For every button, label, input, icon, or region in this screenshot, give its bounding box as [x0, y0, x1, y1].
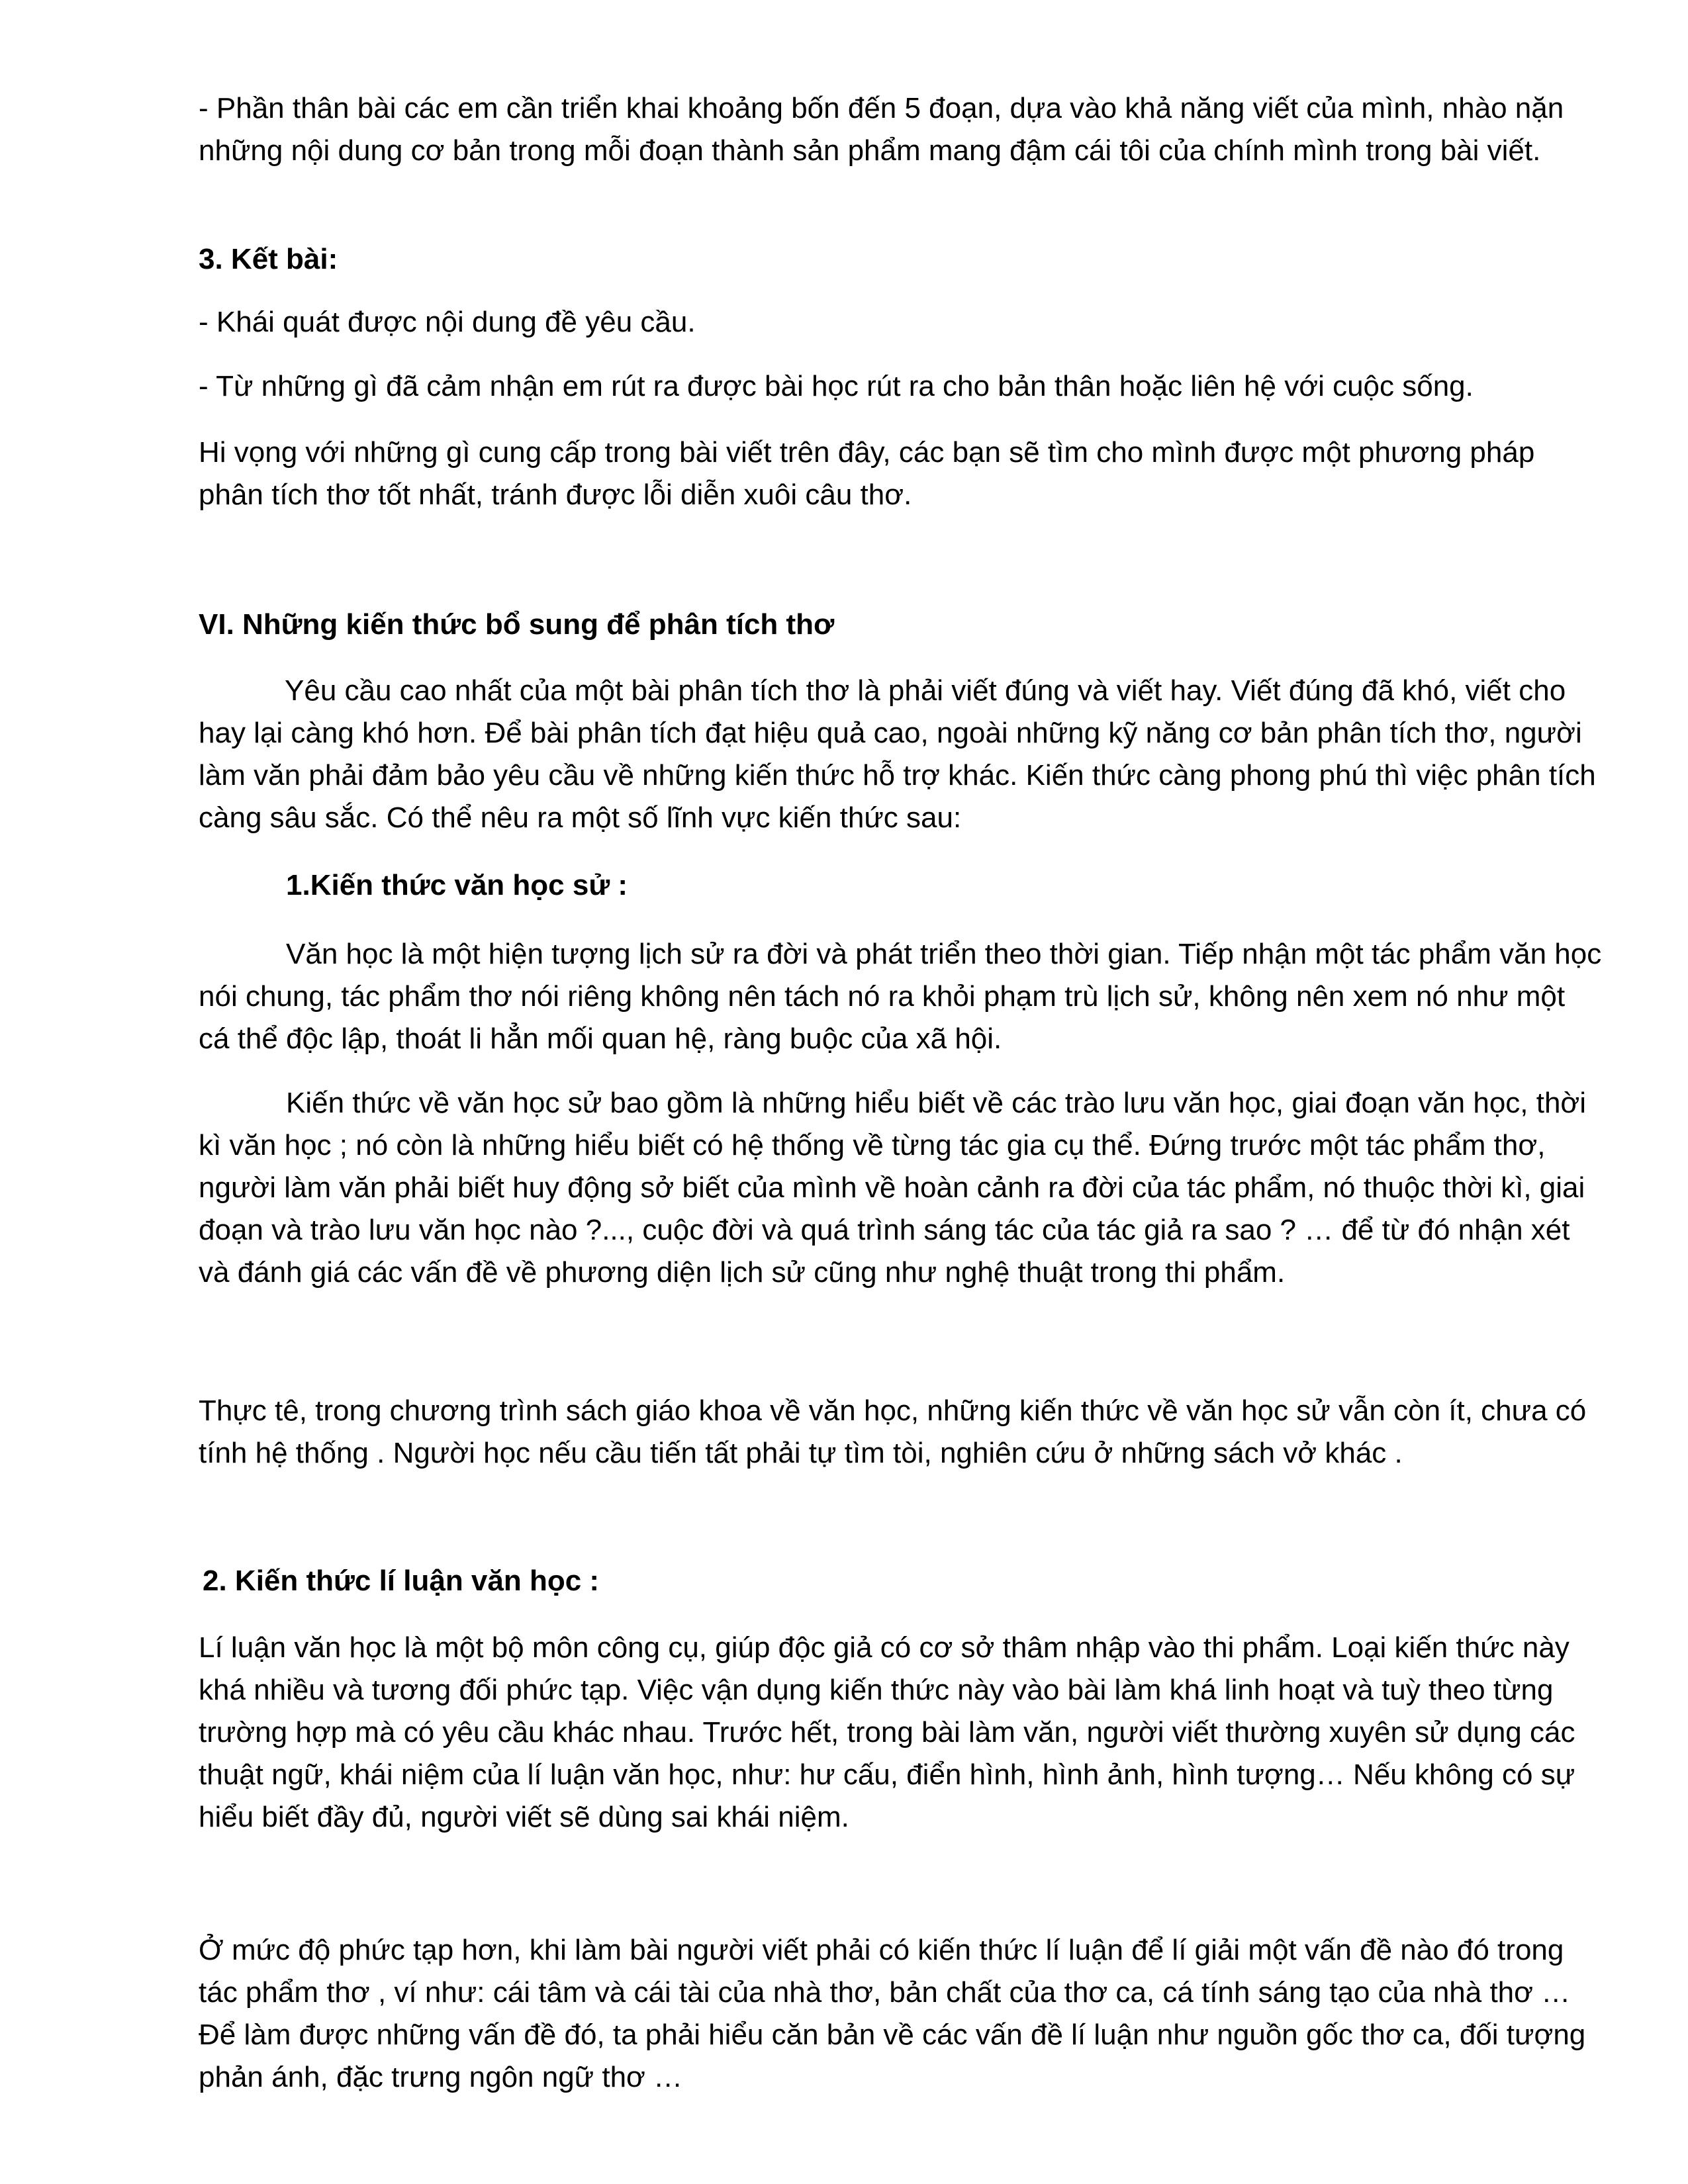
subsection-2-para-2: Ở mức độ phức tạp hơn, khi làm bài người viết phải có kiến thức lí luận để lí giải một vấn đề nào đó trong tác phẩm thơ , ví như: cái tâm và cái tài của nhà thơ, bản chất của thơ ca, cá tính sáng tạo của nhà thơ … Để làm được những vấn đề đó, ta phải hiểu căn bản về các vấn đề lí luận như nguồn gốc thơ ca, đối tượng phản ánh, đặc trưng ngôn ngữ thơ … [199, 1934, 1586, 2093]
conclusion-heading: 3. Kết bài: [199, 243, 338, 275]
conclusion-point-2: - Từ những gì đã cảm nhận em rút ra được bài học rút ra cho bản thân hoặc liên hệ với cuộc sống. [199, 370, 1474, 402]
subsection-1-para-1: Văn học là một hiện tượng lịch sử ra đời và phát triển theo thời gian. Tiếp nhận một tác phẩm văn học nói chung, tác phẩm thơ nói riêng không nên tách nó ra khỏi phạm trù lịch sử, không nên xem nó như một cá thể độc lập, thoát li hẳn mối quan hệ, ràng buộc của xã hội. [199, 938, 1602, 1055]
intro-body-paragraph: - Phần thân bài các em cần triển khai khoảng bốn đến 5 đoạn, dựa vào khả năng viết của mình, nhào nặn những nội dung cơ bản trong mỗi đoạn thành sản phẩm mang đậm cái tôi của chính mình trong bài viết. [199, 92, 1564, 167]
section-vi-intro: Yêu cầu cao nhất của một bài phân tích thơ là phải viết đúng và viết hay. Viết đúng đã khó, viết cho hay lại càng khó hơn. Để bài phân tích đạt hiệu quả cao, ngoài những kỹ năng cơ bản phân tích thơ, người làm văn phải đảm bảo yêu cầu về những kiến thức hỗ trợ khác. Kiến thức càng phong phú thì việc phân tích càng sâu sắc. Có thể nêu ra một số lĩnh vực kiến thức sau: [199, 674, 1596, 834]
closing-paragraph: Hi vọng với những gì cung cấp trong bài viết trên đây, các bạn sẽ tìm cho mình được một phương pháp phân tích thơ tốt nhất, tránh được lỗi diễn xuôi câu thơ. [199, 436, 1535, 511]
subsection-1-para-3: Thực tê, trong chương trình sách giáo khoa về văn học, những kiến thức về văn học sử vẫn còn ít, chưa có tính hệ thống . Người học nếu cầu tiến tất phải tự tìm tòi, nghiên cứu ở những sách vở khác . [199, 1394, 1587, 1469]
subsection-2-heading: 2. Kiến thức lí luận văn học : [203, 1565, 600, 1597]
subsection-1-para-2: Kiến thức về văn học sử bao gồm là những hiểu biết về các trào lưu văn học, giai đoạn văn học, thời kì văn học ; nó còn là những hiểu biết có hệ thống về từng tác gia cụ thể. Đứng trước một tác phẩm thơ, người làm văn phải biết huy động sở biết của mình về hoàn cảnh ra đời của tác phẩm, nó thuộc thời kì, giai đoạn và trào lưu văn học nào ?..., cuộc đời và quá trình sáng tác của tác giả ra sao ? … để từ đó nhận xét và đánh giá các vấn đề về phương diện lịch sử cũng như nghệ thuật trong thi phẩm. [199, 1087, 1587, 1289]
conclusion-point-1: - Khái quát được nội dung đề yêu cầu. [199, 306, 696, 338]
section-vi-heading: VI. Những kiến thức bổ sung để phân tích thơ [199, 608, 835, 641]
subsection-2-para-1: Lí luận văn học là một bộ môn công cụ, giúp độc giả có cơ sở thâm nhập vào thi phẩm. Loại kiến thức này khá nhiều và tương đối phức tạp. Việc vận dụng kiến thức này vào bài làm khá linh hoạt và tuỳ theo từng trường hợp mà có yêu cầu khác nhau. Trước hết, trong bài làm văn, người viết thường xuyên sử dụng các thuật ngữ, khái niệm của lí luận văn học, như: hư cấu, điển hình, hình ảnh, hình tượng… Nếu không có sự hiểu biết đầy đủ, người viết sẽ dùng sai khái niệm. [199, 1631, 1575, 1833]
subsection-1-heading: 1.Kiến thức văn học sử : [286, 869, 628, 901]
